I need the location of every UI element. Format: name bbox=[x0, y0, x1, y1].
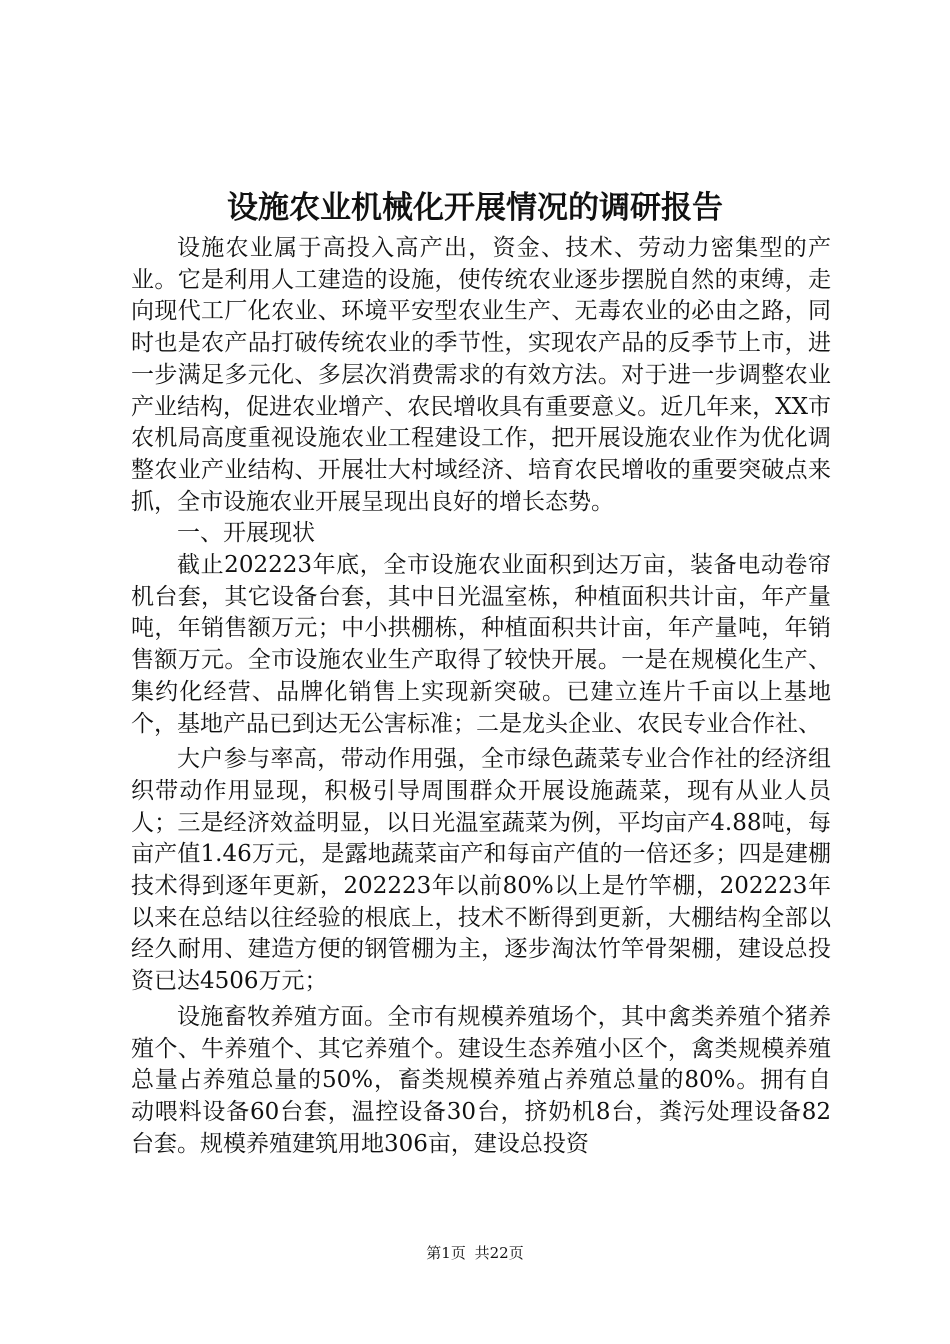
paragraph-livestock: 设施畜牧养殖方面。全市有规模养殖场个，其中禽类养殖个猪养殖个、牛养殖个、其它养殖个。建设生态养殖小区个，禽类规模养殖总量占养殖总量的50%，畜类规模养殖占养殖总量的80%。拥有自动喂料设备60台套，温控设备30台，挤奶机8台，粪污处理设备82台套。规模养殖建筑用地306亩，建设总投资 bbox=[131, 1003, 831, 1157]
page-footer bbox=[0, 1243, 950, 1263]
paragraph-participation: 大户参与率高，带动作用强，全市绿色蔬菜专业合作社的经济组织带动作用显现，积极引导周围群众开展设施蔬菜，现有从业人员人；三是经济效益明显，以日光温室蔬菜为例，平均亩产4.88吨，每亩产值1.46万元，是露地蔬菜亩产和每亩产值的一倍还多；四是建棚技术得到逐年更新，202223年以前80%以上是竹竿棚，202223年以来在总结以往经验的根底上，技术不断得到更新，大棚结构全部以经久耐用、建造方便的钢管棚为主，逐步淘汰竹竿骨架棚，建设总投资已达4506万元； bbox=[131, 746, 831, 995]
paragraph-status: 截止202223年底，全市设施农业面积到达万亩，装备电动卷帘机台套，其它设备台套，其中日光温室栋，种植面积共计亩，年产量吨，年销售额万元；中小拱棚栋，种植面积共计亩，年产量吨，年销售额万元。全市设施农业生产取得了较快开展。一是在规模化生产、集约化经营、品牌化销售上实现新突破。已建立连片千亩以上基地个，基地产品已到达无公害标准；二是龙头企业、农民专业合作社、 bbox=[131, 552, 831, 737]
section-heading-status: 一、开展现状 bbox=[177, 520, 315, 547]
page-number: 第1页 bbox=[426, 1244, 466, 1262]
paragraph-intro: 设施农业属于高投入高产出，资金、技术、劳动力密集型的产业。它是利用人工建造的设施，使传统农业逐步摆脱自然的束缚，走向现代工厂化农业、环境平安型农业生产、无毒农业的必由之路，同时也是农产品打破传统农业的季节性，实现农产品的反季节上市，进一步满足多元化、多层次消费需求的有效方法。对于进一步调整农业产业结构，促进农业增产、农民增收具有重要意义。近几年来，XX市农机局高度重视设施农业工程建设工作，把开展设施农业作为优化调整农业产业结构、开展壮大村域经济、培育农民增收的重要突破点来抓，全市设施农业开展呈现出良好的增长态势。 bbox=[131, 235, 831, 515]
document-title: 设施农业机械化开展情况的调研报告 bbox=[227, 190, 723, 226]
page-total: 共22页 bbox=[474, 1244, 524, 1262]
document-body bbox=[131, 233, 831, 1160]
